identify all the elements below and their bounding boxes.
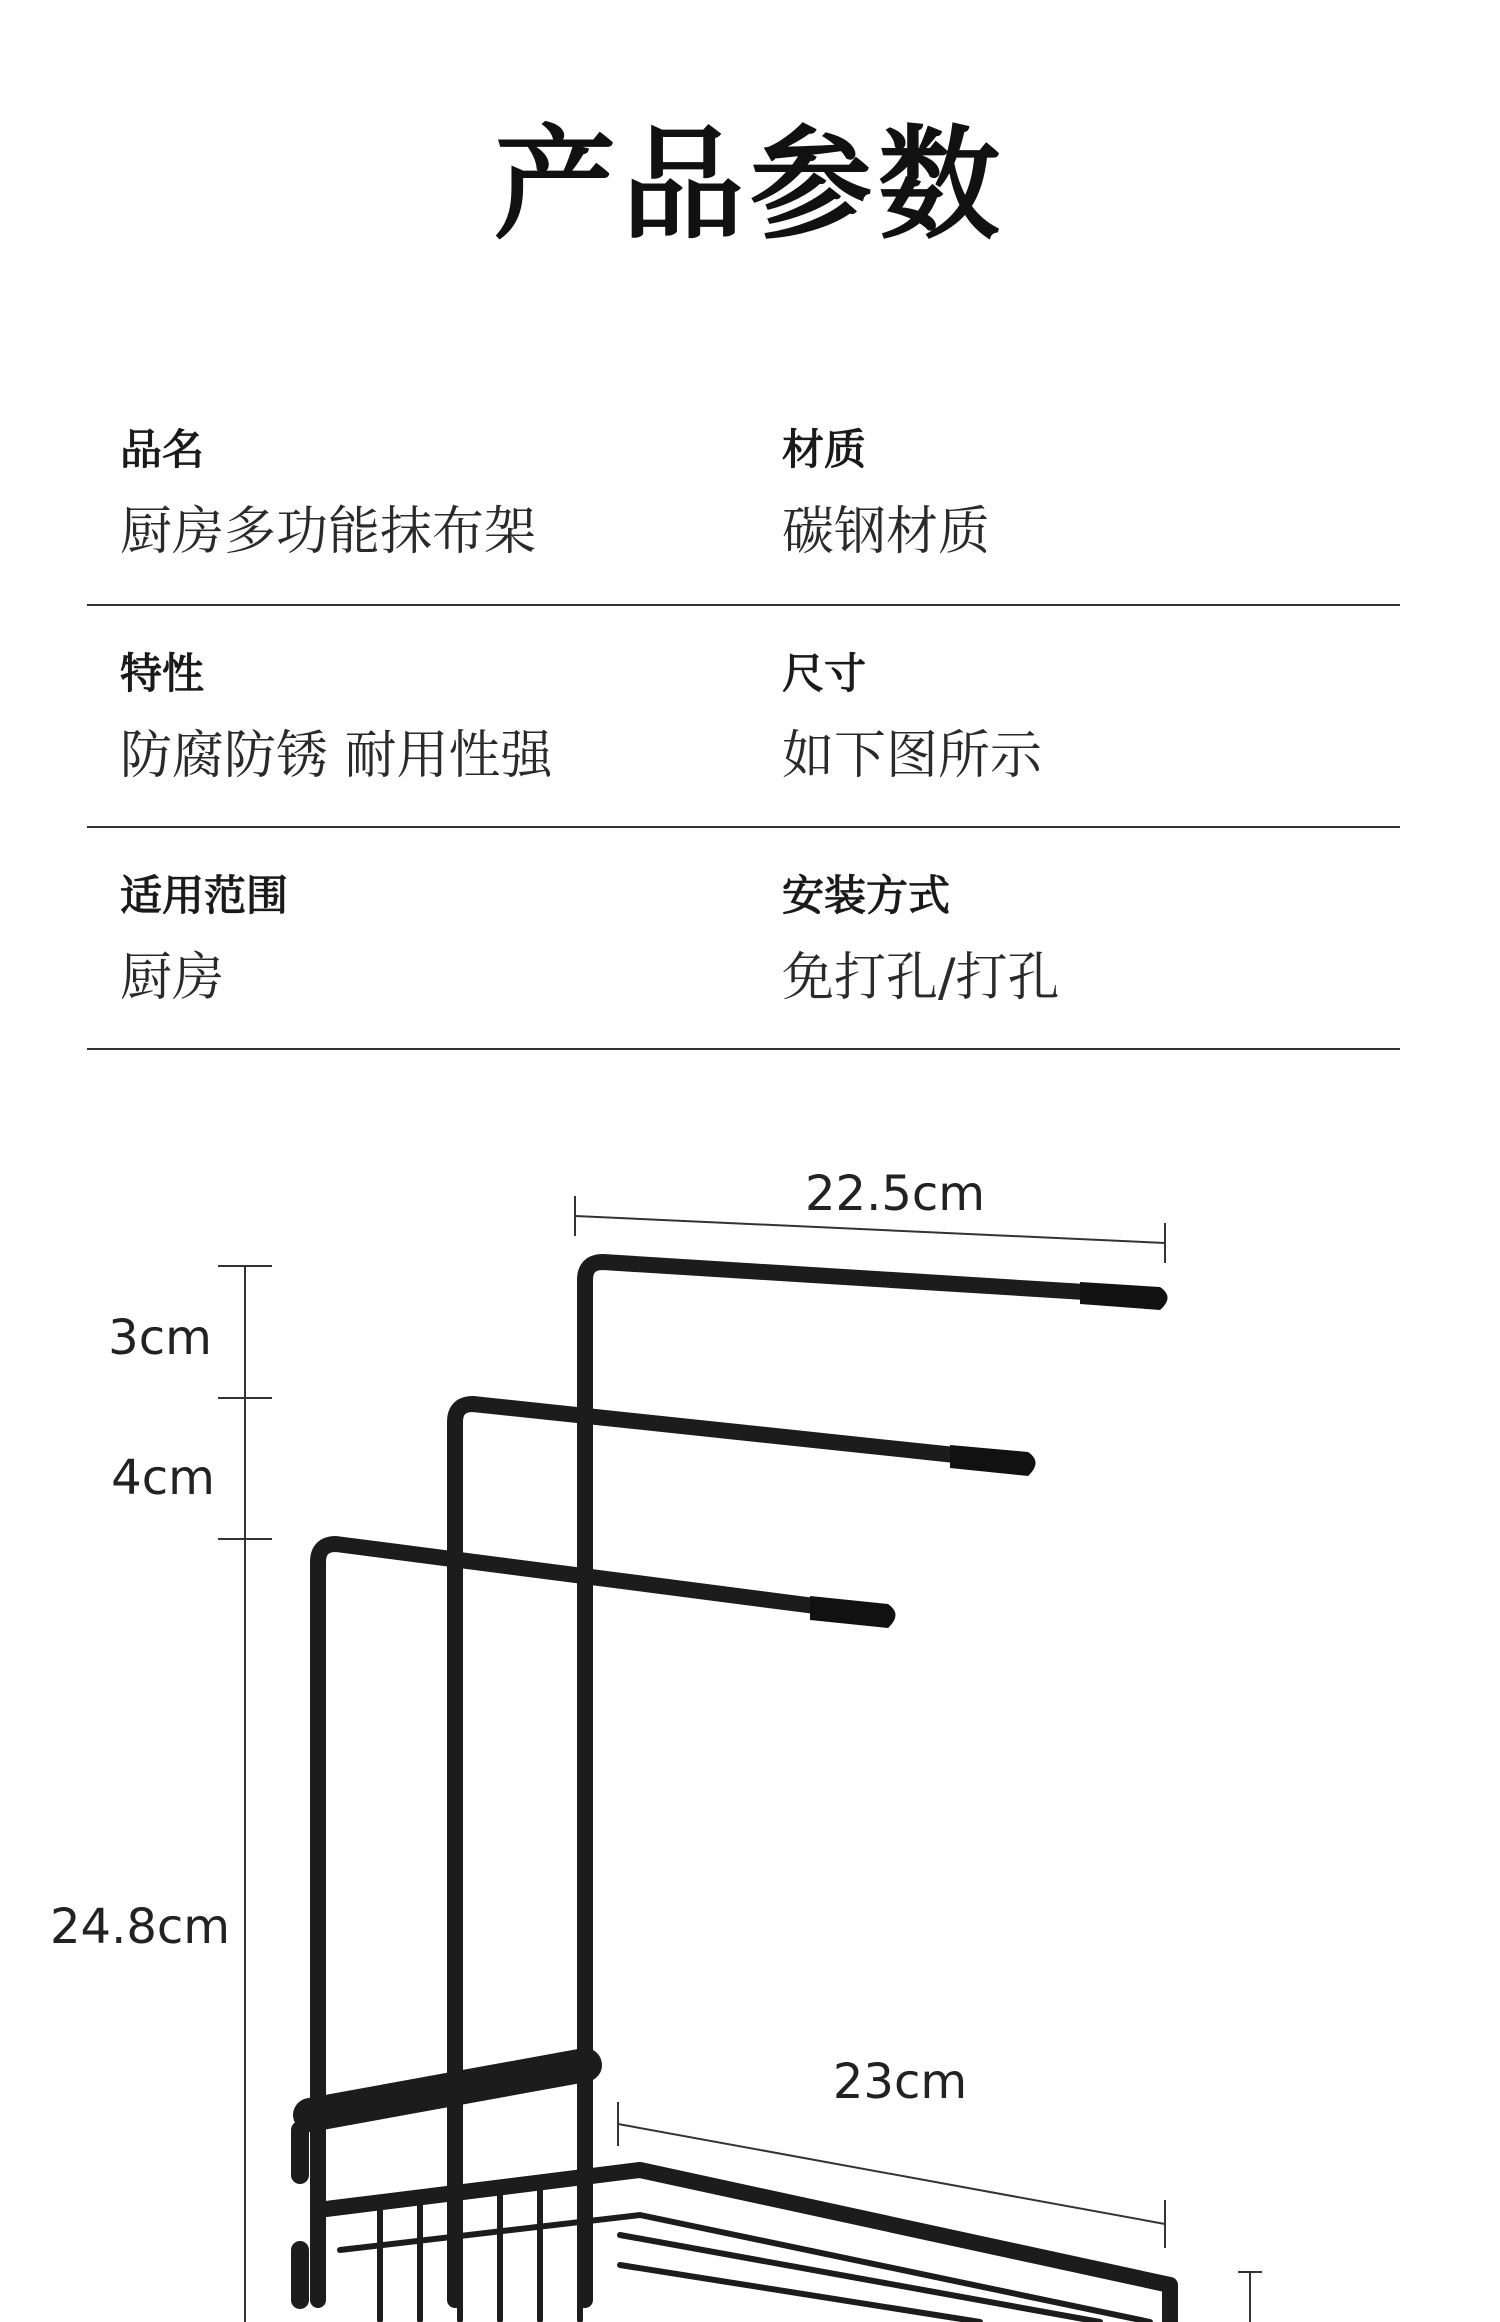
spec-value: 碳钢材质 (782, 502, 991, 562)
spec-item-usage (120, 866, 288, 1012)
dimension-label-gap-upper: 3cm (108, 1310, 212, 1366)
product-dimension-diagram (0, 1140, 1500, 2322)
spec-row-2 (87, 606, 1400, 828)
dimension-label-gap-middle: 4cm (111, 1450, 215, 1506)
spec-row-3 (87, 828, 1400, 1050)
spec-table (87, 420, 1400, 1050)
spec-label: 特性 (120, 649, 205, 698)
spec-label: 适用范围 (120, 871, 289, 920)
rack-illustration (300, 1262, 1170, 2322)
spec-value: 防腐防锈 耐用性强 (120, 726, 553, 786)
dimension-line-base-depth (618, 2124, 1165, 2224)
dimension-label-base-depth: 23cm (832, 2054, 968, 2110)
spec-value: 厨房 (120, 948, 225, 1008)
dimension-label-height: 24.8cm (49, 1899, 231, 1955)
page-title: 产品参数 (494, 114, 1006, 256)
dimension-label-top-width: 22.5cm (804, 1166, 986, 1222)
spec-label: 材质 (782, 425, 867, 474)
end-cap-front (810, 1596, 896, 1628)
spec-item-features (120, 644, 553, 790)
spec-value: 厨房多功能抹布架 (120, 502, 537, 562)
end-cap-back (1080, 1282, 1168, 1310)
spec-label: 安装方式 (782, 871, 951, 920)
end-cap-middle (950, 1445, 1036, 1476)
rack-arm-middle (455, 1404, 955, 2300)
spec-label: 品名 (120, 425, 205, 474)
spec-value: 免打孔/打孔 (782, 948, 1060, 1008)
spec-item-material (782, 420, 990, 566)
spec-item-size (782, 644, 1042, 790)
spec-row-1 (87, 420, 1400, 606)
spec-item-name (120, 420, 536, 566)
dimension-lines (218, 1196, 1262, 2322)
spec-value: 如下图所示 (782, 726, 1043, 786)
rack-end-caps (810, 1282, 1168, 1628)
spec-label: 尺寸 (782, 649, 867, 698)
spec-item-installation (782, 866, 1060, 1012)
